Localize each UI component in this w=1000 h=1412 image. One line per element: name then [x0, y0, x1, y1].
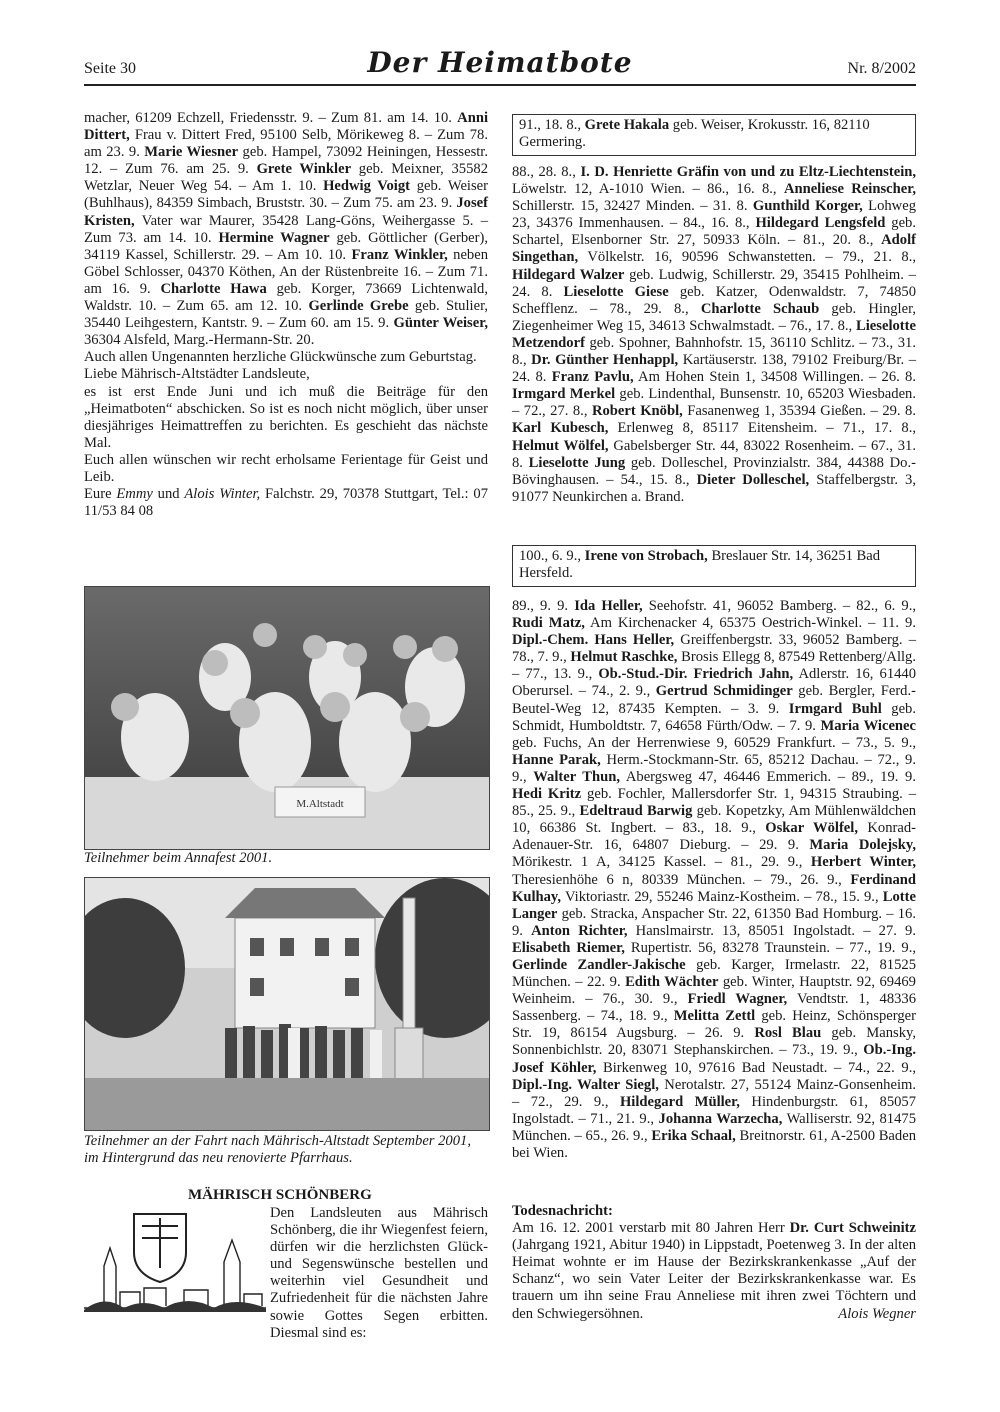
photo-caption-annafest: Teilnehmer beim Annafest 2001.: [84, 850, 273, 866]
paragraph: Liebe Mährisch-Altstädter Landsleute,: [84, 366, 310, 383]
birthday-highlight-box-1: 91., 18. 8., Grete Hakala geb. Weiser, Krokusstr. 16, 82110 Germering.: [512, 114, 916, 156]
paragraph: Euch allen wünschen wir recht erholsame Ferientage für Geist und Leib.: [84, 451, 488, 485]
paragraph: macher, 61209 Echzell, Friedensstr. 9. – Zum 81. am 14. 10. Anni Dittert, Frau v. Dittert Fred, 95100 Selb, Mörikeweg 8. – Zum 78. am 23. 9. Marie Wiesner geb. Hampel, 73092 Heiningen, Hessestr. 12. – Zum 76. am 25. 9. Grete Winkler geb. Meixner, 35582 Wetzlar, Neuer Weg 54. – Am 1. 10. Hedwig Voigt geb. Weiser (Buhlhaus), 84359 Simbach, Bruststr. 30. – Zum 75. am 23. 9. Josef Kristen, Vater war Maurer, 35428 Lang-Göns, Weihergasse 5. – Zum 73. am 14. 10. Hermine Wagner geb. Göttlicher (Gerber), 34119 Kassel, Schillerstr. 29. – Am 10. 10. Franz Winkler, neben Göbel Schlosser, 04370 Köthen, An der Rüstenbreite 16. – Zum 71. am 16. 9. Charlotte Hawa geb. Korger, 73669 Lichtenwald, Waldstr. 10. – Zum 65. am 12. 10. Gerlinde Grebe geb. Stulier, 35440 Leihgestern, Kantstr. 9. – Zum 60. am 15. 9. Günter Weiser, 36304 Alsfeld, Marg.-Hermann-Str. 20.: [84, 110, 489, 349]
masthead-logo: Der Heimatbote: [367, 46, 633, 79]
paragraph: Auch allen Ungenannten herzliche Glückwünsche zum Geburtstag.: [84, 349, 477, 366]
paragraph: Eure Emmy und Alois Winter, Falchstr. 29, 70378 Stuttgart, Tel.: 07 11/53 84 08: [84, 486, 489, 520]
birthday-list-september: [512, 598, 916, 1162]
section-title-maehrisch-schoenberg: MÄHRISCH SCHÖNBERG: [188, 1187, 372, 1203]
section-intro-text: Den Landsleuten aus Mährisch Schönberg, die ihr Wiegenfest feiern, dürfen wir die herzlichsten Glück- und Segenswünsche bestellen und weiterhin viel Gesundheit und Zufriedenheit für die nächsten Jahre sowie Gottes Segen erbitten. Diesmal sind es:: [270, 1205, 488, 1341]
issue-number: Nr. 8/2002: [847, 60, 916, 77]
page-number: Seite 30: [84, 60, 136, 77]
photo-annafest-image: [85, 587, 489, 849]
photo-sign-text: M.Altstadt: [296, 798, 344, 810]
town-coat-of-arms-illustration: [84, 1206, 266, 1314]
paragraph: es ist erst Ende Juni und ich muß die Beiträge für den „Heimatboten“ abschicken. So ist es noch nicht möglich, über unser diesjähriges Heimattreffen zu berichten. Es geschieht das nächste Mal.: [84, 383, 488, 451]
group-photo-trip: [84, 877, 490, 1131]
death-notice-body: Am 16. 12. 2001 verstarb mit 80 Jahren Herr Dr. Curt Schweinitz (Jahrgang 1921, Abitur 1940) in Lippstadt, Poetenweg 3. In der alten Heimat wohnte er im Hause der Bezirkskrankenkasse „Auf der Schanz“, wo sein Vater Leiter der Bezirkskrankenkasse war. Es trauern um ihn seine Frau Anneliese mit ihren zwei Töchtern und den Schwiegersöhnen.: [512, 1220, 917, 1322]
birthday-list-text: 88., 28. 8., I. D. Henriette Gräfin von und zu Eltz-Liechtenstein, Löwelstr. 12, A-1010 Wien. – 86., 16. 8., Anneliese Reinscher, Schillerstr. 15, 32427 Minden. – 31. 8. Gunthild Korger, Lohweg 23, 34376 Immenhausen. – 84., 16. 8., Hildegard Lengsfeld geb. Schartel, Elsenborner Str. 27, 50933 Köln. – 81., 20. 8., Adolf Singethan, Völkelstr. 16, 90596 Schwanstetten. – 79., 21. 8., Hildegard Walzer geb. Ludwig, Schillerstr. 29, 35415 Pohlheim. – 24. 8. Lieselotte Giese geb. Katzer, Odenwaldstr. 7, 74850 Schefflenz. – 78., 29. 8., Charlotte Schaub geb. Hingler, Ziegenheimer Weg 15, 34613 Schwalmstadt. – 76., 17. 8., Lieselotte Metzendorf geb. Spohner, Bahnhofstr. 15, 36110 Schlitz. – 73., 31. 8., Dr. Günther Henhappl, Kartäuserstr. 138, 79102 Freiburg/Br. – 24. 8. Franz Pavlu, Am Hohen Stein 1, 34508 Willingen. – 26. 8. Irmgard Merkel geb. Lindenthal, Bunsenstr. 10, 65203 Wiesbaden. – 72., 27. 8., Robert Knöbl, Fasanenweg 1, 35394 Gießen. – 29. 8. Karl Kubesch, Erlenweg 8, 85117 Eitensheim. – 71., 17. 8., Helmut Wölfel, Gabelsberger Str. 44, 83022 Rosenheim. – 67., 31. 8. Lieselotte Jung geb. Dolleschel, Provinzialstr. 384, 44388 Do.-Bövinghausen. – 54., 15. 8., Dieter Dolleschel, Staffelbergstr. 3, 91077 Neunkirchen a. Brand.: [512, 164, 917, 505]
photo-trip-image: [85, 878, 489, 1130]
birthday-list-august: [512, 164, 916, 506]
death-notice: [512, 1203, 916, 1323]
left-column-text: [84, 110, 488, 520]
death-notice-signature: Alois Wegner: [838, 1305, 916, 1322]
town-drawing: [84, 1206, 266, 1314]
birthday-list-text: 89., 9. 9. Ida Heller, Seehofstr. 41, 96052 Bamberg. – 82., 6. 9., Rudi Matz, Am Kirchenacker 4, 65375 Oestrich-Winkel. – 11. 9. Dipl.-Chem. Hans Heller, Greiffenbergstr. 33, 96052 Bamberg. – 78., 7. 9., Helmut Raschke, Brosis Ellegg 8, 87549 Rettenberg/Allg. – 77., 13. 9., Ob.-Stud.-Dir. Friedrich Jahn, Adlerstr. 16, 61440 Oberursel. – 74., 2. 9., Gertrud Schmidinger geb. Bergler, Ferd.-Beutel-Weg 12, 87435 Kempten. – 3. 9. Irmgard Buhl geb. Schmidt, Humboldtstr. 7, 64658 Fürth/Odw. – 7. 9. Maria Wicenec geb. Fuchs, An der Herrenwiese 9, 60529 Frankfurt. – 73., 5. 9., Hanne Parak, Herm.-Stockmann-Str. 65, 85212 Dachau. – 72., 9. 9., Walter Thun, Abergsweg 47, 46446 Emmerich. – 89., 19. 9. Hedi Kritz geb. Fochler, Mallersdorfer Str. 1, 94315 Straubing. – 85., 25. 9., Edeltraud Barwig geb. Kopetzky, Am Mühlenwäldchen 10, 66386 St. Ingbert. – 83., 18. 9., Oskar Wölfel, Konrad-Adenauer-Str. 16, 64807 Dieburg. – 29. 9. Maria Dolejsky, Mörikestr. 1 A, 34125 Kassel. – 81., 29. 9., Herbert Winter, Theresienhöhe 6 n, 80339 München. – 79., 26. 9., Ferdinand Kulhay, Viktoriastr. 29, 55246 Mainz-Kostheim. – 78., 15. 9., Lotte Langer geb. Stracka, Anspacher Str. 22, 61350 Bad Homburg. – 16. 9. Anton Richter, Hanslmairstr. 13, 85051 Ingolstadt. – 27. 9. Elisabeth Riemer, Rupertistr. 56, 83278 Traunstein. – 77., 19. 9., Gerlinde Zandler-Jakische geb. Karger, Irmelastr. 22, 81525 München. – 22. 9. Edith Wächter geb. Winter, Hauptstr. 92, 69469 Weinheim. – 76., 30. 9., Friedl Wagner, Vendtstr. 1, 48336 Sassenberg. – 74., 18. 9., Melitta Zettl geb. Heinz, Schönsperger Str. 19, 86154 Augsburg. – 26. 9. Rosl Blau geb. Mansky, Sonnenbichlstr. 20, 83071 Stephanskirchen. – 73., 19. 9., Ob.-Ing. Josef Köhler, Birkenweg 10, 97616 Bad Neustadt. – 74., 22. 9., Dipl.-Ing. Walter Siegl, Nerotalstr. 27, 55124 Mainz-Gonsenheim. – 72., 29. 9., Hildegard Müller, Hindenburgstr. 61, 85057 Ingolstadt. – 71., 21. 9., Johanna Warzecha, Walliserstr. 92, 81475 München. – 65., 26. 9., Erika Schaal, Breitnorstr. 61, A-2500 Baden bei Wien.: [512, 598, 917, 1161]
group-photo-annafest: [84, 586, 490, 850]
section-intro-right: [270, 1205, 488, 1342]
death-notice-title: Todesnachricht:: [512, 1203, 613, 1219]
photo-caption-trip: Teilnehmer an der Fahrt nach Mährisch-Altstadt September 2001, im Hintergrund das neu renovierte Pfarrhaus.: [84, 1133, 471, 1167]
birthday-highlight-box-2: 100., 6. 9., Irene von Strobach, Breslauer Str. 14, 36251 Bad Hersfeld.: [512, 545, 916, 587]
death-notice-text: [512, 1220, 916, 1323]
header-rule: [84, 84, 916, 86]
